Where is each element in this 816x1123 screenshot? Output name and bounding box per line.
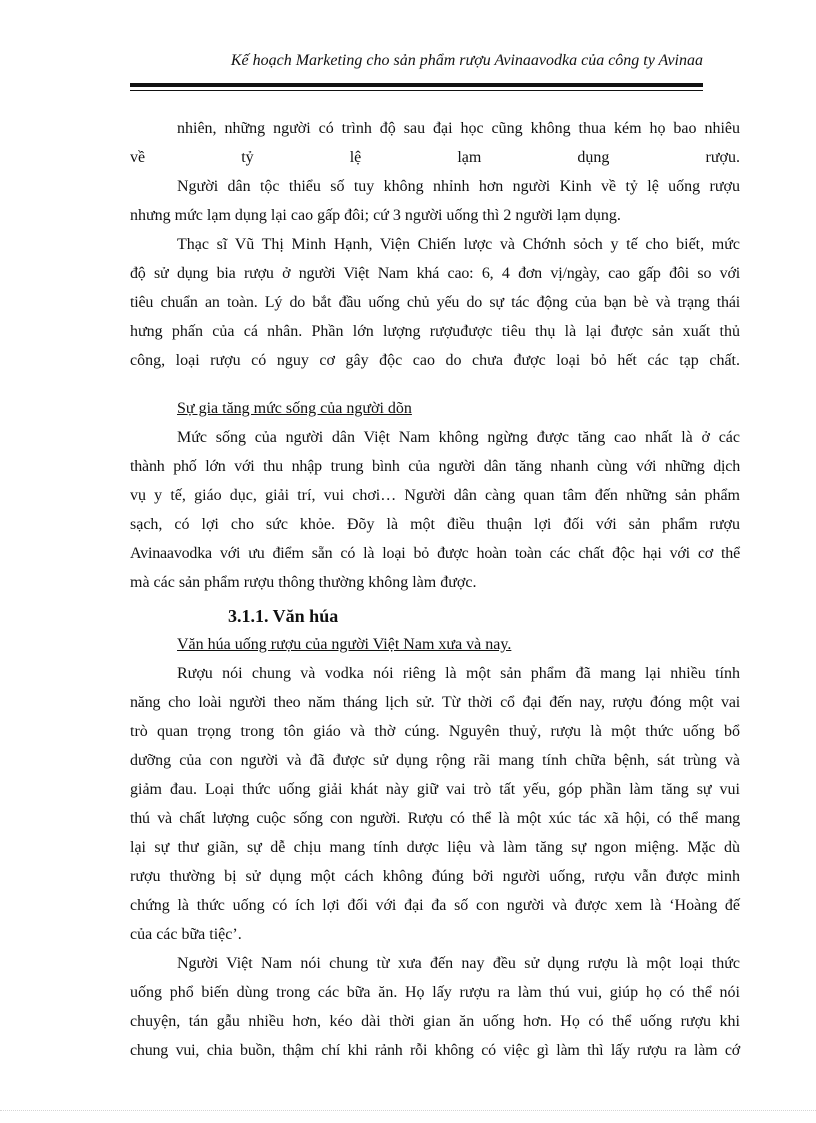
text-line: rượu thường bị sử dụng một cách không đúng bởi người uống, rượu vẫn được minh <box>130 868 740 885</box>
text-line: Người Việt Nam nói chung từ xưa đến nay đều sử dụng rượu là một loại thức <box>177 955 740 972</box>
text-word: rượu. <box>705 149 740 166</box>
subheading-living-standard: Sự gia tăng mức sống của người dõn <box>177 400 412 417</box>
text-word: lệ <box>349 149 362 166</box>
text-line: sạch, có lợi cho sức khỏe. Đõy là một điều thuận lợi đối với sản phẩm rượu <box>130 516 740 533</box>
text-line: dưỡng của con người và đã được sử dụng rộng rãi mang tính chữa bệnh, sát trùng và <box>130 752 740 769</box>
text-line: giảm đau. Loại thức uống giải khát này giữ vai trò tất yếu, góp phần làm tăng sự vui <box>130 781 740 798</box>
text-line: vụ y tế, giáo dục, giải trí, vui chơi… Người dân càng quan tâm đến những sản phẩm <box>130 487 740 504</box>
text-word: về <box>130 149 146 166</box>
header-rule-thin <box>130 90 703 91</box>
text-line: uống phổ biến dùng trong các bữa ăn. Họ lấy rượu ra làm thú vui, giúp họ có thể nói <box>130 984 740 1001</box>
text-line: Rượu nói chung và vodka nói riêng là một sản phẩm đã mang lại nhiều tính <box>177 665 740 682</box>
text-line: năng cho loài người theo năm tháng lịch sử. Từ thời cổ đại đến nay, rượu đóng một vai <box>130 694 740 711</box>
text-line: nhưng mức lạm dụng lại cao gấp đôi; cứ 3 người uống thì 2 người lạm dụng. <box>130 207 621 224</box>
text-line: công, loại rượu có nguy cơ gây độc cao do chưa được loại bỏ hết các tạp chất. <box>130 352 740 369</box>
section-heading-culture: 3.1.1. Văn húa <box>228 606 339 626</box>
text-line: lại sự thư giãn, sự dễ chịu mang tính dược liệu và làm tăng sự ngon miệng. Mặc dù <box>130 839 740 856</box>
paragraph-gap <box>130 375 740 394</box>
subheading-drinking-culture: Văn húa uống rượu của người Việt Nam xưa và nay. <box>177 636 512 653</box>
text-line: nhiên, những người có trình độ sau đại học cũng không thua kém họ bao nhiêu <box>177 120 740 137</box>
text-line: tiêu chuẩn an toàn. Lý do bắt đầu uống chủ yếu do sự tác động của bạn bè và trạng thái <box>130 294 740 311</box>
text-line: Avinaavodka với ưu điểm sẵn có là loại bỏ được hoàn toàn các chất độc hại với cơ thể <box>130 545 740 562</box>
text-word: tỷ <box>241 149 254 166</box>
text-line: Người dân tộc thiểu số tuy không nhỉnh hơn người Kinh về tỷ lệ uống rượu <box>177 178 740 195</box>
text-line: Thạc sĩ Vũ Thị Minh Hạnh, Viện Chiến lược và Chớnh sỏch y tế cho biết, mức <box>177 236 740 253</box>
text-line-spread <box>130 143 740 172</box>
text-line: thú và chất lượng cuộc sống con người. Rượu có thể là một xúc tác xã hội, có thể mang <box>130 810 740 827</box>
text-word: dụng <box>577 149 610 166</box>
text-line: của các bữa tiệc’. <box>130 926 242 943</box>
text-line: thành phố lớn với thu nhập trung bình của người dân tăng nhanh cùng với những dịch <box>130 458 740 475</box>
page-header-title: Kế hoạch Marketing cho sản phẩm rượu Avinaavodka của công ty Avinaa <box>230 52 703 69</box>
text-line: Mức sống của người dân Việt Nam không ngừng được tăng cao nhất là ở các <box>177 429 740 446</box>
text-line: chung vui, chia buồn, thậm chí khi rảnh rỗi không có việc gì làm thì lấy rượu ra làm cớ <box>130 1042 740 1059</box>
text-line: hưng phấn của cá nhân. Phần lớn lượng rượuđược tiêu thụ là lại được sản xuất thủ <box>130 323 740 340</box>
text-line: trò quan trọng trong tôn giáo và thờ cúng. Nguyên thuỷ, rượu là một thức uống bổ <box>130 723 740 740</box>
document-body <box>130 114 740 1065</box>
text-line: mà các sản phẩm rượu thông thường không làm được. <box>130 574 477 591</box>
text-line: chứng là thức uống có ích lợi đối với đại đa số con người và được xem là ‘Hoàng đế <box>130 897 740 914</box>
header-rule-thick <box>130 83 703 87</box>
text-word: lạm <box>457 149 482 166</box>
text-line: độ sử dụng bia rượu ở người Việt Nam khá cao: 6, 4 đơn vị/ngày, cao gấp đôi so với <box>130 265 740 282</box>
text-line: chuyện, tán gẫu nhiều hơn, kéo dài thời gian ăn uống hơn. Họ có thể uống rượu khi <box>130 1013 740 1030</box>
page-bottom-border <box>0 1110 816 1111</box>
